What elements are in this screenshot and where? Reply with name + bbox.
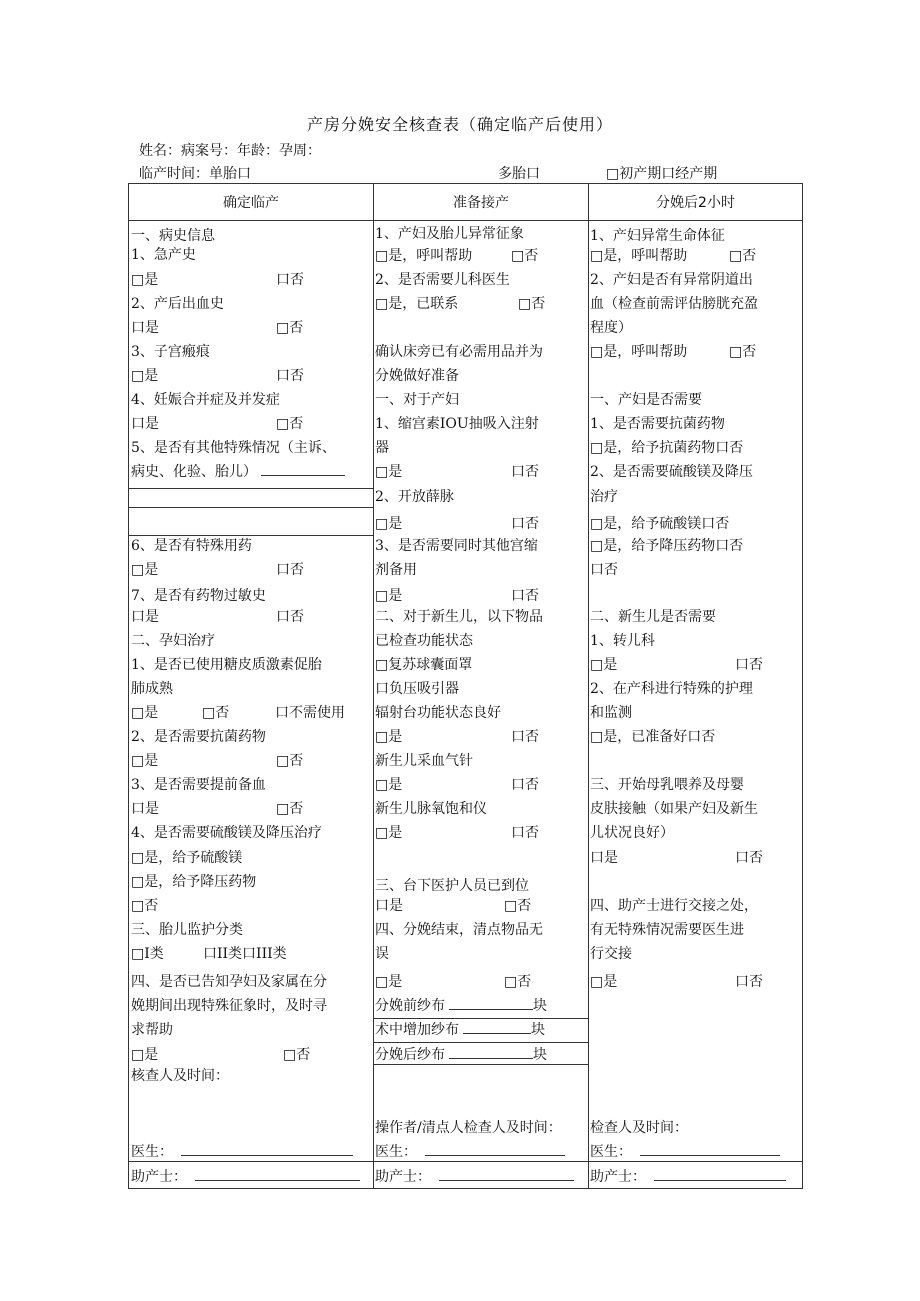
checkbox-yes[interactable]: □是 [375,464,403,480]
checkbox-no[interactable]: 口否 [511,588,539,604]
checkbox-yes[interactable]: □是 [131,272,159,288]
section-handover-cont: 有无特殊情况需要医生进 [590,922,744,938]
item-abnormal-signs: 1、产妇及胎儿异常征象 [375,226,524,242]
section-inform-family-cont2: 求帮助 [131,1022,173,1038]
checkbox-yes[interactable]: □是 [375,588,403,604]
checkbox-suction[interactable]: 口负压吸引器 [375,681,459,697]
item-corticosteroids: 1、是否已使用糖皮质激素促胎 [131,657,322,673]
checkbox-yes-call-help[interactable]: □是，呼叫帮助 [590,344,688,360]
item-complications: 4、妊娠合并症及并发症 [131,392,280,408]
item-special-conditions-text: 病史、化验、胎儿） [131,464,257,480]
page-title: 产房分娩安全核查表（确定临产后使用） [306,115,613,134]
checkbox-no[interactable]: 口否 [511,825,539,841]
checkbox-no[interactable]: □否 [504,898,532,914]
checkbox-no[interactable]: □否 [511,248,539,264]
section-count-items-cont: 误 [375,946,389,962]
checkbox-resuscitation-bag[interactable]: □复苏球囊面罩 [375,657,473,673]
column-header-delivery-prep: 准备接产 [453,195,509,211]
item-open-vein: 2、开放薛脉 [375,489,454,505]
checkbox-not-needed[interactable]: 口不需使用 [275,705,345,721]
item-vaginal-bleeding-cont2: 程度） [590,320,632,336]
doctor-signature-field[interactable] [425,1143,565,1156]
item-transfer-pediatrics: 1、转儿科 [590,633,655,649]
labor-time-line: 临产时间：单胎口 [139,166,251,182]
checkbox-yes-call-help[interactable]: □是，呼叫帮助 [590,248,688,264]
checkbox-yes-antibiotics[interactable]: □是，给予抗菌药物口否 [590,440,744,456]
checker-and-time-label: 检查人及时间： [590,1120,688,1136]
checkbox-yes[interactable]: □是 [131,1047,159,1063]
column-header-labor-confirmed: 确定临产 [223,195,279,211]
doctor-label: 医生： [375,1144,417,1160]
checkbox-no[interactable]: 口否 [735,850,763,866]
checkbox-yes[interactable]: □是 [131,368,159,384]
section-handover-cont2: 行交接 [590,946,632,962]
checkbox-yes-prepared[interactable]: □是，已准备好口否 [590,729,716,745]
item-pulse-oximeter: 新生儿脉氧饱和仪 [375,801,487,817]
midwife-signature-row [590,1168,786,1186]
doctor-label: 医生： [590,1144,632,1160]
checkbox-yes[interactable]: □是 [131,562,159,578]
item-special-conditions: 5、是否有其他特殊情况（主诉、 [131,440,336,456]
gauze-before-row [375,997,547,1015]
checkbox-no[interactable]: 口否 [590,562,618,578]
item-corticosteroids-cont: 肺成熟 [131,681,173,697]
item-radiant-warmer: 辐射台功能状态良好 [375,705,501,721]
doctor-signature-row [590,1143,780,1161]
midwife-label: 助产士： [131,1169,187,1185]
column-header-postpartum-2h: 分娩后2小时 [656,195,735,211]
item-pediatrician: 2、是否需要儿科医生 [375,272,510,288]
item-drug-allergy: 7、是否有药物过敏史 [131,588,266,604]
doctor-signature-field[interactable] [181,1143,353,1156]
gauze-added-row [375,1021,545,1039]
section-for-newborn: 二、对于新生儿，以下物品 [375,609,543,625]
checkbox-yes[interactable]: 口是 [375,898,403,914]
checkbox-category-1[interactable]: □I类 [131,946,164,962]
section-handover: 四、助产士进行交接之处， [590,898,758,914]
section-maternal-treatment: 二、孕妇治疗 [131,633,215,649]
checkbox-no[interactable]: □否 [276,416,304,432]
item-special-care-cont: 和监测 [590,705,632,721]
checkbox-no[interactable]: 口否 [511,464,539,480]
checkbox-no[interactable]: □否 [276,753,304,769]
checkbox-yes[interactable]: 口是 [131,801,159,817]
gauze-before-field[interactable] [449,997,533,1010]
midwife-signature-field[interactable] [195,1168,360,1181]
checkbox-no[interactable]: 口否 [276,562,304,578]
section-staff-in-place: 三、台下医护人员已到位 [375,878,529,894]
item-special-medication: 6、是否有特殊用药 [131,538,252,554]
checkbox-no[interactable]: 口否 [735,657,763,673]
checkbox-no[interactable]: □否 [131,898,159,914]
item-abnormal-vitals: 1、产妇异常生命体征 [590,228,725,244]
doctor-signature-field[interactable] [640,1143,780,1156]
midwife-signature-row [375,1168,574,1186]
gauze-before-label: 分娩前纱布 [375,998,445,1014]
gauze-after-label: 分娩后纱布 [375,1047,445,1063]
checkbox-yes[interactable]: 口是 [131,320,159,336]
midwife-label: 助产士： [590,1169,646,1185]
item-oxytocin-cont: 器 [375,440,389,456]
special-conditions-blank[interactable] [261,463,345,476]
checkbox-yes[interactable]: □是 [375,974,403,990]
section-inform-family: 四、是否已告知孕妇及家属在分 [131,974,327,990]
checkbox-yes[interactable]: □是 [590,657,618,673]
checkbox-category-2-3[interactable]: 口II类口III类 [203,946,287,962]
checker-and-time-label: 核查人及时间： [131,1068,229,1084]
gauze-unit: 块 [533,998,547,1014]
checkbox-yes-magnesium[interactable]: □是，给予硫酸镁 [131,850,243,866]
midwife-signature-field[interactable] [654,1168,786,1181]
doctor-label: 医生： [131,1144,173,1160]
item-blood-gas-needle: 新生儿采血气针 [375,753,473,769]
checkbox-yes-antihypertensive[interactable]: □是，给予降压药物口否 [590,538,744,554]
checkbox-no[interactable]: 口否 [511,516,539,532]
confirm-supplies-cont: 分娩做好准备 [375,368,459,384]
item-blood-prep: 3、是否需要提前备血 [131,777,266,793]
gauze-added-label: 术中增加纱布 [375,1022,459,1038]
item-magnesium-antihypertensive: 2、是否需要硫酸镁及降压 [590,464,753,480]
gauze-unit: 块 [531,1022,545,1038]
section-history: 一、病史信息 [131,228,215,244]
section-mother-needs: 一、产妇是否需要 [590,392,702,408]
checkbox-yes[interactable]: □是 [375,777,403,793]
checkbox-no[interactable]: □否 [202,705,230,721]
patient-info-line: 姓名：病案号：年龄：孕周： [139,143,321,159]
gauze-unit: 块 [533,1047,547,1063]
checkbox-no[interactable]: 口否 [276,609,304,625]
parity-options: □初产期口经产期 [606,166,718,182]
item-antibiotics: 1、是否需要抗菌药物 [590,416,725,432]
checkbox-no[interactable]: □否 [729,344,757,360]
confirm-supplies: 确认床旁已有必需用品并为 [375,344,543,360]
midwife-label: 助产士： [375,1169,431,1185]
gauze-after-field[interactable] [449,1046,533,1059]
item-pph-history: 2、产后出血史 [131,296,224,312]
checkbox-yes[interactable]: □是 [590,974,618,990]
checkbox-yes-magnesium[interactable]: □是，给予硫酸镁口否 [590,516,730,532]
item-precipitate-labor: 1、急产史 [131,247,196,263]
checkbox-yes[interactable]: □是 [375,825,403,841]
doctor-signature-row [375,1143,565,1161]
midwife-signature-field[interactable] [439,1168,574,1181]
checkbox-yes-contacted[interactable]: □是，已联系 [375,296,459,312]
multiple-fetus-option: 多胎口 [498,166,540,182]
item-other-uterotonics-cont: 剂备用 [375,562,417,578]
checkbox-no[interactable]: □否 [276,320,304,336]
section-newborn-needs: 二、新生儿是否需要 [590,609,716,625]
checkbox-no[interactable]: □否 [276,801,304,817]
section-count-items: 四、分娩结束，清点物品无 [375,922,543,938]
checkbox-no[interactable]: 口否 [276,368,304,384]
checkbox-no[interactable]: □否 [283,1047,311,1063]
item-special-conditions-cont [131,463,345,481]
section-fetal-monitoring: 三、胎儿监护分类 [131,922,243,938]
section-inform-family-cont: 娩期间出现特殊征象时，及时寻 [131,998,327,1014]
item-vaginal-bleeding-cont: 血（检查前需评估膀胱充盈 [590,296,758,312]
checkbox-yes[interactable]: 口是 [131,609,159,625]
section-breastfeeding-cont: 皮肤接触（如果产妇及新生 [590,801,758,817]
operator-checker-label: 操作者/清点人检查人及时间： [375,1120,562,1136]
checkbox-no[interactable]: 口否 [511,729,539,745]
section-for-newborn-cont: 已检查功能状态 [375,633,473,649]
section-for-mother: 一、对于产妇 [375,392,459,408]
item-special-care: 2、在产科进行特殊的护理 [590,681,753,697]
checkbox-yes-antihypertensive[interactable]: □是，给予降压药物 [131,874,257,890]
item-antibiotics: 2、是否需要抗菌药物 [131,729,266,745]
checkbox-yes[interactable]: 口是 [131,416,159,432]
checkbox-no[interactable]: □否 [518,296,546,312]
checkbox-yes-call-help[interactable]: □是，呼叫帮助 [375,248,473,264]
checkbox-no[interactable]: 口否 [276,272,304,288]
gauze-after-row [375,1046,547,1064]
section-breastfeeding-cont2: 儿状况良好） [590,825,674,841]
checkbox-no[interactable]: 口否 [735,974,763,990]
item-magnesium-antihypertensive-cont: 治疗 [590,489,618,505]
item-magnesium-antihypertensive: 4、是否需要硫酸镁及降压治疗 [131,825,322,841]
checkbox-yes[interactable]: □是 [375,729,403,745]
doctor-signature-row [131,1143,353,1161]
checkbox-yes[interactable]: □是 [131,753,159,769]
item-oxytocin: 1、缩宫素IOU抽吸入注射 [375,416,539,432]
item-vaginal-bleeding: 2、产妇是否有异常阴道出 [590,272,753,288]
midwife-signature-row [131,1168,360,1186]
section-breastfeeding: 三、开始母乳喂养及母婴 [590,777,744,793]
checkbox-yes[interactable]: 口是 [590,850,618,866]
item-other-uterotonics: 3、是否需要同时其他宫缩 [375,538,538,554]
gauze-added-field[interactable] [463,1021,531,1034]
checkbox-no[interactable]: □否 [729,248,757,264]
item-uterine-scar: 3、子宫瘢痕 [131,344,210,360]
checkbox-yes[interactable]: □是 [131,705,159,721]
checkbox-yes[interactable]: □是 [375,516,403,532]
checkbox-no[interactable]: 口否 [511,777,539,793]
checkbox-no[interactable]: □否 [504,974,532,990]
